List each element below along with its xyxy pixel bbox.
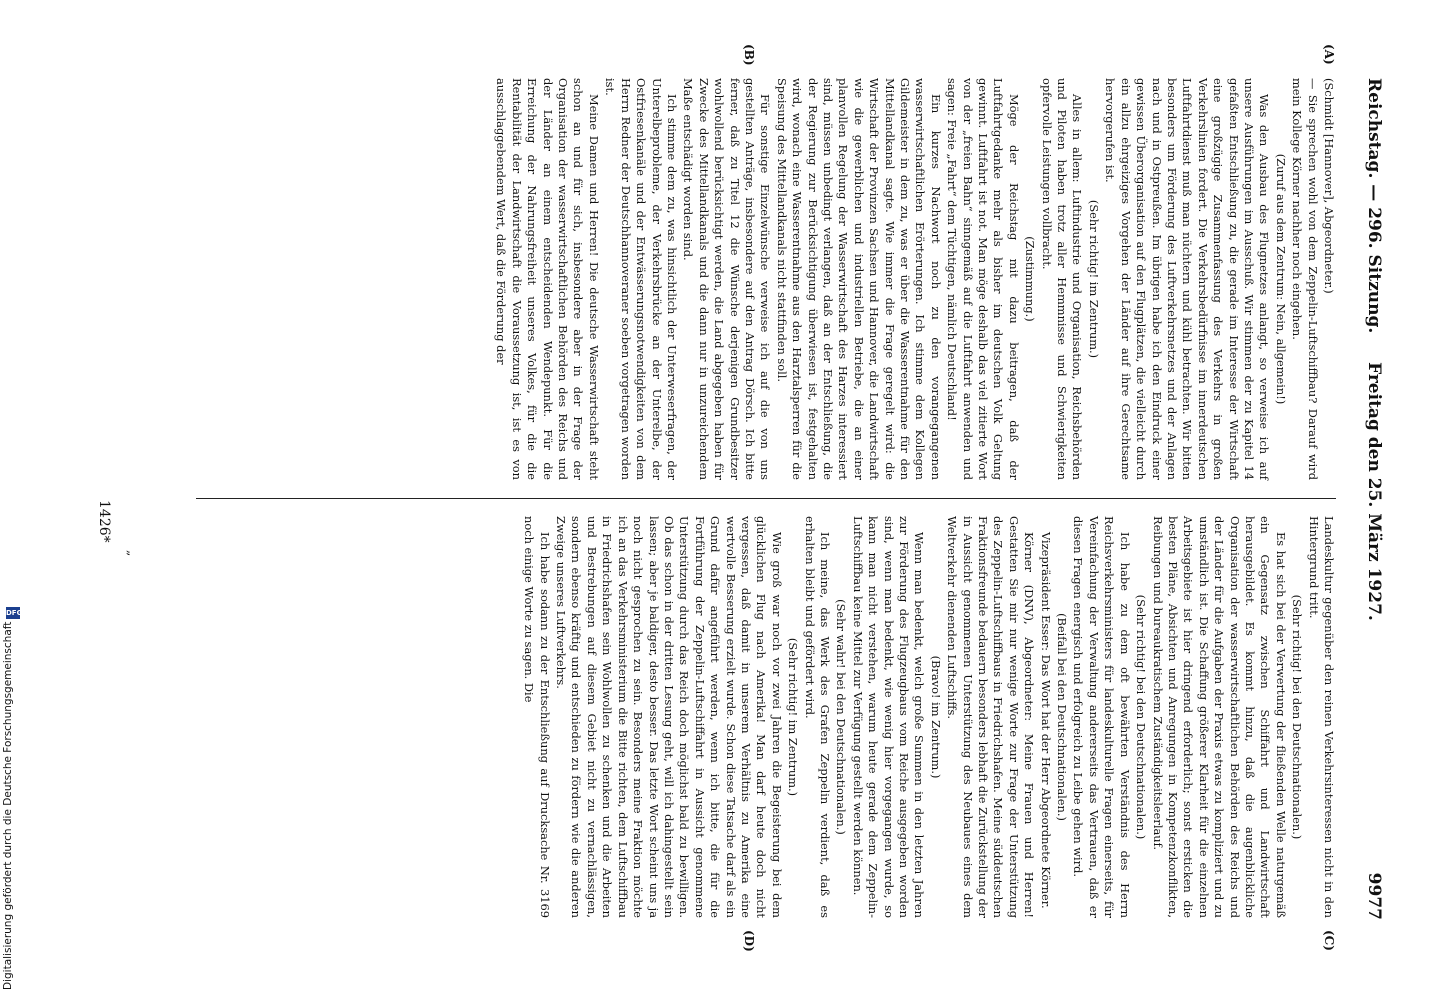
- paragraph: Meine Damen und Herren! Die deutsche Wasserwirtschaft steht schon an und für sich, insbesondere aber in der Frage der Organisation der wasserwirtschaftlichen Behörden des Reichs und der Länder an einem entscheidenden Wendepunkt. Für die Erreichung der Nahrungsfreiheit unseres Volkes, für die die Rentabilität der Landwirtschaft die Voraussetzung ist, ist es von ausschlaggebendem Wert, daß die Förderung der: [494, 78, 601, 480]
- left-column: [54, 78, 1336, 480]
- paragraph: — Sie sprechen wohl von dem Zeppelin-Luftschiffbau? Darauf wird mein Kollege Körner nachher noch eingehen.: [1290, 78, 1320, 480]
- paragraph: Für sonstige Einzelwünsche verweise ich auf die von uns gestellten Anträge, insbesondere auf den Antrag Dörsch. Ich bitte ferner, daß zu Titel 12 die Wünsche derjenigen Grundbesitzer wohlwollend berücksichtigt werden, die Land abgegeben haben für Zwecke des Mittellandkanals und die dann nur in unzureichendem Maße entschädigt worden sind.: [681, 78, 773, 480]
- running-header: [1354, 78, 1384, 920]
- paragraph: Wenn man bedenkt, welch große Summen in den letzten Jahren zur Förderung des Flugzeugbaus vom Reiche ausgegeben worden sind, wenn man bedenkt, wie wenig hier vorgegangen wurde, so kann man nicht verstehen, warum heute gerade dem Zeppelin-Luftschiffbau keine Mittel zur Verfügung gestellt werden können.: [850, 516, 927, 918]
- interjection: (Beifall bei den Deutschnationalen.): [1055, 613, 1070, 821]
- marker-c: (C): [1322, 930, 1336, 951]
- marker-b: (B): [742, 44, 756, 66]
- signature-mark: 1426*: [96, 500, 112, 543]
- page-number: 9977: [1364, 872, 1384, 920]
- interjection: (Zuruf aus dem Zentrum: Nein, allgemein!): [1273, 153, 1288, 405]
- paragraph: Ich stimme dem zu, was hinsichtlich der Unterweserfragen, der Unterelbeprobleme, der Verkehrsbrücke an der Unterelbe, der Ostfriesenkanäle und der Entwässerungsnotwendigkeiten von dem Herrn Redner der Deutschhannoveraner soeben vorgetragen worden ist.: [603, 78, 679, 480]
- paragraph: Es hat sich bei der Verwertung der fließenden Welle naturgemäß ein Gegensatz zwischen Schiffahrt und Landwirtschaft herausgebildet. Es kommt hinzu, daß die augenblickliche Organisation der wasserwirtschaftlichen Behörden des Reichs und der Länder für die Aufgaben der Praxis etwas zu kompliziert und zu umständlich ist. Die Schaffung größerer Klarheit für die einzelnen Arbeitsgebiete ist hier dringend erforderlich; sonst ersticken die besten Pläne, Absichten und Anregungen in Kompetenzkonflikten, Reibungen und bureaukratischem Zuständigkeitsleerlauf.: [1150, 516, 1288, 918]
- header-left: Reichstag. — 296. Sitzung.: [1364, 78, 1384, 334]
- paragraph: Was den Ausbau des Flugnetzes anlangt, so verweise ich auf unsere Ausführungen im Ausschuß. Wir stimmen der zu Kapitel 14 gefaßten Entschließung zu, die gerade im Interesse der Wirtschaft eine großzügige Zusammenfassung des Verkehrs in großen Verkehrslinien fordert. Die Verkehrsbedürfnisse im innerdeutschen Luftfahrtdienst muß man nüchtern und kühl betrachten. Wir bitten besonders um Förderung des Luftverkehrsnetzes und der Anlagen nach und in Ostpreußen. Im übrigen habe ich den Eindruck einer gewissen Überorganisation auf den Flugplätzen, die vielleicht durch ein allzu ehrgeiziges Vorgehen der Länder auf ihre Gerechtsame hervorgerufen ist.: [1103, 78, 1272, 480]
- interjection: (Sehr wahr! bei den Deutschnationalen.): [834, 599, 849, 835]
- interjection: (Sehr richtig! im Zentrum.): [786, 637, 801, 797]
- interjection: (Zustimmung.): [1023, 236, 1038, 322]
- marker-d: (D): [742, 930, 756, 952]
- interjection: (Bravo! im Zentrum.): [928, 655, 943, 779]
- column-rule: [196, 498, 1336, 499]
- interjection: (Sehr richtig! bei den Deutschnationalen.): [1290, 594, 1305, 840]
- credit-text: Digitalisierung gefördert durch die Deutsche Forschungsgemeinschaft: [2, 621, 14, 990]
- marker-a: (A): [1322, 44, 1336, 65]
- paragraph: Ich meine, das Werk des Grafen Zeppelin verdient, daß es erhalten bleibt und gefördert wird.: [802, 516, 832, 918]
- header-right: [1364, 362, 1384, 920]
- paragraph: Ein kurzes Nachwort noch zu den vorangegangenen wasserwirtschaftlichen Erörterungen. Ich stimme dem Kollegen Gildemeister in dem zu, was er über die Wasserentnahme für den Mittellandkanal sagte. Wie immer die Frage geregelt wird: die Wirtschaft der Provinzen Sachsen und Hannover, die Landwirtschaft wie die gewerblichen und industriellen Betriebe, die an einer planvollen Regelung der Wasserwirtschaft des Harzes interessiert sind, müssen unbedingt verlangen, daß an der Entschließung, die der Regierung zur Berücksichtigung überwiesen ist, festgehalten wird, wonach eine Wasserentnahme aus den Harztalsperren für die Speisung des Mittellandkanals nicht stattfinden soll.: [774, 78, 943, 480]
- interjection: (Sehr richtig! im Zentrum.): [1086, 199, 1101, 359]
- dfg-logo: DFG: [6, 609, 23, 617]
- right-column: [54, 516, 1336, 918]
- paragraph: Landeskultur gegenüber den reinen Verkehrsinteressen nicht in den Hintergrund tritt.: [1306, 516, 1336, 918]
- paragraph: Wie groß war noch vor zwei Jahren die Begeisterung bei dem glücklichen Flug nach Amerika! Man darf heute doch nicht vergessen, daß damit in unserem Verhältnis zu Amerika eine wertvolle Besserung erzielt wurde. Schon diese Tatsache darf als ein Grund dafür angeführt werden, wenn ich bitte, die für die Fortführung der Zeppelin-Luftschiffahrt in Aussicht genommene Unterstützung durch das Reich doch möglichst bald zu bewilligen. Ob das schon in der dritten Lesung geht, will ich dahingestellt sein lassen; aber je baldiger, desto besser. Das letzte Wort scheint uns ja noch nicht gesprochen zu sein. Besonders meine Fraktion möchte ich an das Verkehrsministerium die Bitte richten, dem Luftschiffbau in Friedrichshafen sein Wohlwollen zu schenken und die Arbeiten und Bestrebungen auf diesem Gebiet nicht zu vernachlässigen, sondern ebenso kräftig und entschieden zu fördern wie die anderen Zweige unseres Luftverkehrs.: [554, 516, 784, 918]
- paragraph: Vizepräsident Esser: Das Wort hat der Herr Abgeordnete Körner.: [1038, 531, 1053, 909]
- footer-mark: „: [125, 550, 139, 557]
- page-content: [54, 44, 1384, 952]
- paragraph: Alles in allem: Luftindustrie und Organisation, Reichsbehörden und Piloten haben trotz aller Hemmnisse und Schwierigkeiten opfervolle Leistungen vollbracht.: [1039, 78, 1085, 480]
- paragraph: (Schmidt [Hannover], Abgeordneter.): [1322, 78, 1336, 294]
- digitization-credit: [2, 605, 26, 990]
- paragraph: Möge der Reichstag mit dazu beitragen, daß der Luftfahrtgedanke mehr als bisher im deutschen Volk Geltung gewinnt. Luftfahrt ist not. Man möge deshalb das viel zitierte Wort von der „freien Bahn“ sinngemäß auf die Luftfahrt anwenden und sagen: Freie „Fahrt“ dem Tüchtigen, nämlich Deutschland!: [945, 78, 1021, 480]
- header-date: Freitag den 25. März 1927.: [1364, 362, 1384, 621]
- interjection: (Sehr richtig! bei den Deutschnationalen.): [1134, 594, 1149, 840]
- paragraph: Ich habe sodann zu der Entschließung auf Drucksache Nr. 3169 noch einige Worte zu sagen. Die: [522, 516, 552, 918]
- paragraph: Ich habe zu dem oft bewährten Verständnis des Herrn Reichsverkehrsministers für landeskulturelle Fragen einerseits, für Vereinfachung der Verwaltung andererseits das Vertrauen, daß er diesen Fragen energisch und erfolgreich zu Leibe gehen wird.: [1071, 516, 1132, 918]
- paragraph: Körner (DNV), Abgeordneter: Meine Frauen und Herren! Gestatten Sie mir nur wenige Worte zur Frage der Unterstützung des Zeppelin-Luftschiffbaus in Friedrichshafen. Meine süddeutschen Fraktionsfreunde bedauern besonders lebhaft die Zurückstellung der in Aussicht genommenen Unterstützung des Neubaues eines dem Weltverkehr dienenden Luftschiffs.: [945, 516, 1037, 918]
